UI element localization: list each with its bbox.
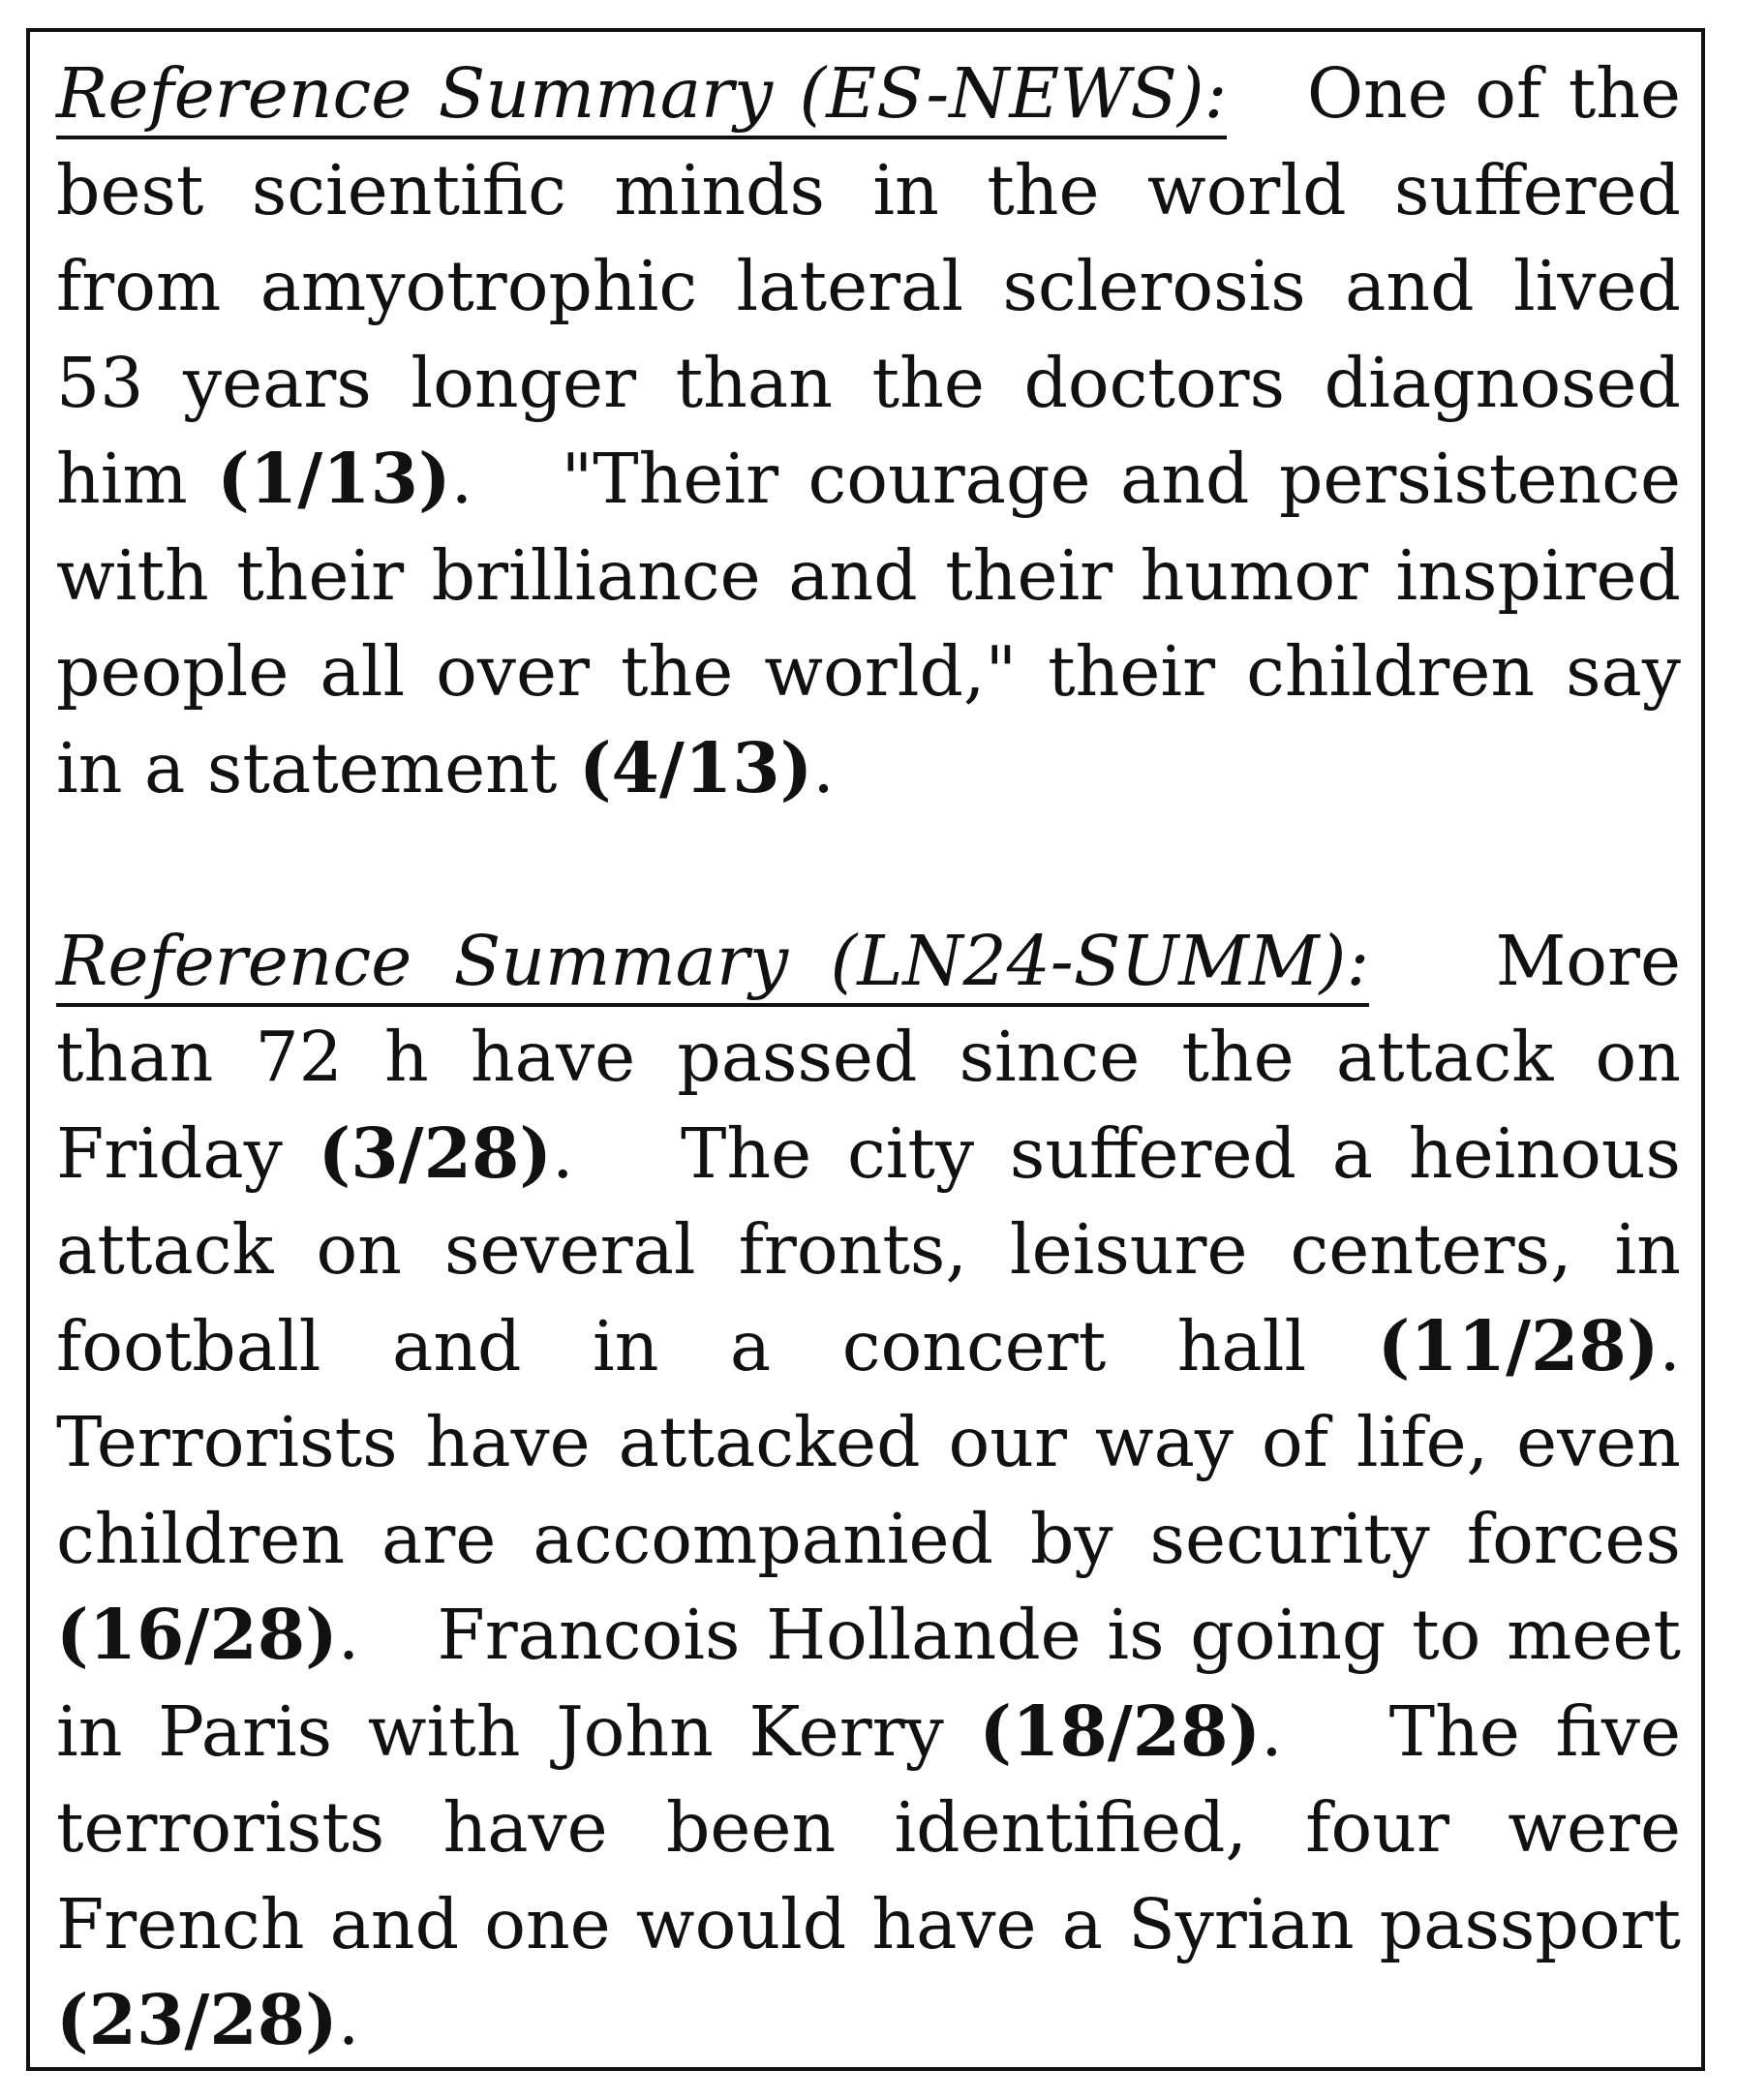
summary-box (26, 28, 1705, 2071)
sentence: The city suffered a heinous attack on several fronts, leisure centers, in football and in a concert hall (56, 1112, 1681, 1386)
sentence: Terrorists have attacked our way of life, even children are accompanied by security forces (56, 1402, 1681, 1579)
sentence: One of the best scientific minds in the world suffered from amyotrophic lateral sclerosis and lived 53 years longer than the doctors diagnosed him (56, 53, 1681, 519)
sentence: Francois Hollande is going to meet in Paris with John Kerry (56, 1595, 1681, 1772)
sentence: More than 72 h have passed since the attack on Friday (56, 920, 1681, 1194)
summary-ln24-summ: Reference Summary (LN24-SUMM): More than 72 h have passed since the attack on Friday (3/28). The city suffered a heinous attack on several fronts, leisure centers, in football and in a concert hall (11/28). Terrorists have attacked our way of life, even children are accompanied by security forces (16/28). Francois Hollande is going to meet in Paris with John Kerry (18/28). The five terrorists have been identified, four were French and one would have a Syrian passport (23/28). (56, 920, 1681, 2060)
sentence: "Their courage and persistence with their brilliance and their humor inspired people all over the world," their children say in a statement (56, 439, 1681, 808)
sentence-reference: (4/13) (578, 726, 813, 808)
summary-es-news: Reference Summary (ES-NEWS): One of the best scientific minds in the world suffered from amyotrophic lateral sclerosis and lived 53 years longer than the doctors diagnosed him (1/13). "Their courage and persistence with their brilliance and their humor inspired people all over the world," their children say in a statement (4/13). (56, 53, 1681, 808)
sentence-reference: (11/28) (1377, 1304, 1660, 1386)
sentence-reference: (18/28) (979, 1689, 1262, 1772)
summary-content (56, 46, 1681, 2069)
summary-heading: Reference Summary (LN24-SUMM): (56, 921, 1369, 1007)
sentence-reference: (23/28) (56, 1979, 338, 2060)
sentence: The five terrorists have been identified, four were French and one would have a Syrian passport (56, 1690, 1681, 1964)
sentence-reference: (1/13) (217, 438, 451, 519)
sentence-reference: (16/28) (56, 1594, 338, 1675)
summary-heading: Reference Summary (ES-NEWS): (56, 53, 1227, 139)
sentence-reference: (3/28) (318, 1111, 552, 1194)
